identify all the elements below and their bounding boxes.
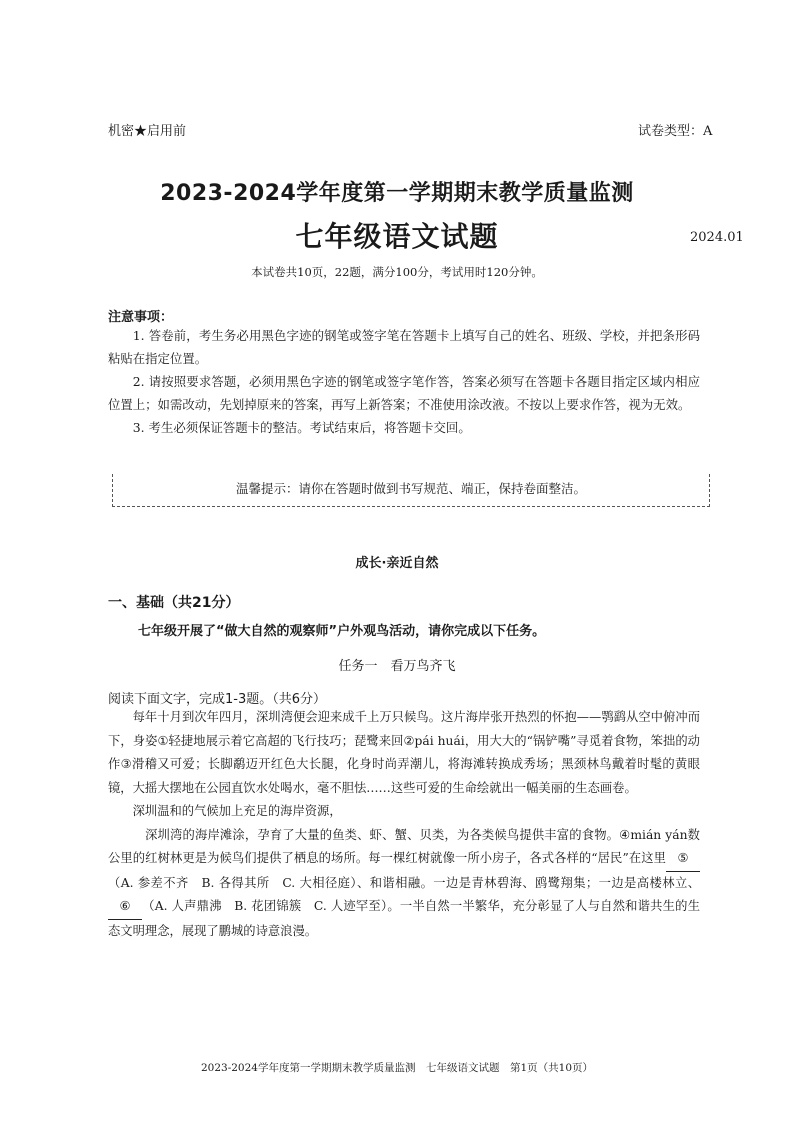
reading-instruction: 阅读下面文字，完成1-3题。（共6分） [108,692,327,707]
passage-paragraph-3 [108,824,700,944]
paper-type-label: 试卷类型：A [638,124,713,139]
exam-scope: 本试卷共10页，22题，满分100分，考试用时120分钟。 [251,265,543,279]
passage-text: 轻捷地展示着它高超的飞行技巧；琵鹭来回 [168,733,404,748]
exam-title: 2023-2024学年度第一学期期末教学质量监测 [160,181,634,206]
options-6: （A. 人声鼎沸 B. 花团锦簇 C. 人迹罕至）。一半自然一半繁华，充分彰显了人与自然和谐共生的生态文明理念，展现了鹏城的诗意浪漫。 [108,899,700,938]
tip-text: 温馨提示：请你在答题时做到书写规范、端正，保持卷面整洁。 [235,481,586,496]
passage-text: ，用大大的“锅铲嘴”寻觅着食物，笨拙的动作 [108,733,700,771]
confidential-label: 机密★启用前 [108,124,187,139]
section-1-intro: 七年级开展了“做大自然的观察师”户外观鸟活动，请你完成以下任务。 [138,624,546,639]
note-item: 1. 答卷前，考生务必用黑色字迹的钢笔或签字笔在答题卡上填写自己的姓名、班级、学校，并把条形码粘贴在指定位置。 [108,328,700,366]
reading-passage [108,706,700,943]
notes-heading: 注意事项： [108,310,174,325]
page-footer: 2023-2024学年度第一学期期末教学质量监测 七年级语文试题 第1页（共10页） [200,1062,594,1074]
blank-6: ⑥ [108,895,142,920]
blank-5: ⑤ [666,847,700,872]
question-marker: ③ [120,757,132,771]
question-marker: ② [403,733,415,748]
passage-paragraph-1 [108,706,700,800]
options-5: （A. 参差不齐 B. 各得其所 C. 大相径庭）、和谐相融。一边是青林碧海、鸥鹭翔集；一边是高楼林立、 [108,875,700,890]
passage-text: 每年十月到次年四月，深圳湾便会迎来成千上万只候鸟。这片海岸张开热烈的怀抱——鹗鹞从空中俯冲而下，身姿 [108,710,700,748]
passage-text: 数公里的红树林更是为候鸟们提供了栖息的场所。每一棵红树就像一所小房子，各式各样的“居民”在这里 [108,827,700,865]
section-1-title: 一、基础（共21分） [108,595,240,611]
passage-text: 滑稽又可爱；长脚鹬迈开红色大长腿，化身时尚弄潮儿，将海滩转换成秀场；黑颈林鸟戴着时髦的黄眼镜，大摇大摆地在公园直饮水处喝水，毫不胆怯……这些可爱的生命绘就出一幅美丽的生态画卷。 [108,757,700,795]
note-item: 3. 考生必须保证答题卡的整洁。考试结束后，将答题卡交回。 [132,420,471,435]
pinyin-text: pái huái [414,733,465,748]
question-marker: ④ [619,827,631,842]
notes-list [108,324,700,439]
tip-box [112,474,710,507]
passage-paragraph-2: 深圳温和的气候加上充足的海岸资源， [132,804,342,818]
pinyin-text: mián yán [630,827,688,842]
exam-subtitle: 七年级语文试题 [295,220,499,253]
task-1-heading: 任务一 看万鸟齐飞 [338,659,456,674]
exam-date: 2024.01 [690,230,744,245]
theme-heading: 成长·亲近自然 [355,556,439,571]
passage-text: 深圳湾的海岸滩涂，孕育了大量的鱼类、虾、蟹、贝类，为各类候鸟提供丰富的食物。 [144,827,620,842]
question-marker: ① [157,733,169,748]
note-item: 2. 请按照要求答题，必须用黑色字迹的钢笔或签字笔作答，答案必须写在答题卡各题目指定区域内相应位置上；如需改动，先划掉原来的答案，再写上新答案；不准使用涂改液。不按以上要求作答，视为无效。 [108,374,700,412]
